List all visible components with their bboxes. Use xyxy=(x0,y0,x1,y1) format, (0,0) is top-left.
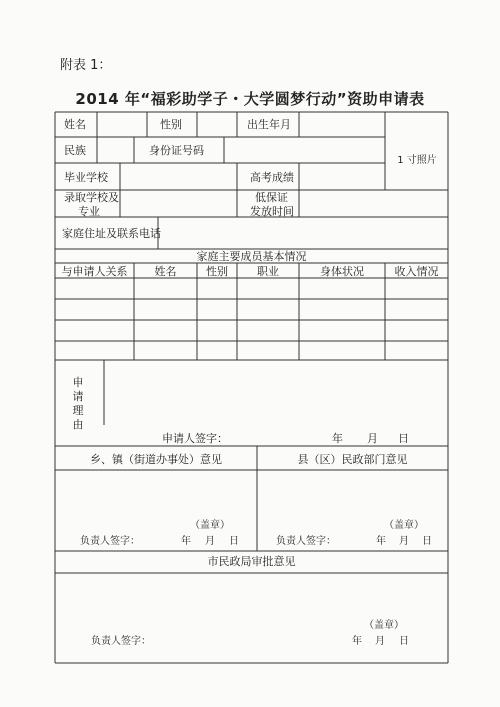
reason-label-char: 请 xyxy=(72,390,84,403)
city-month-label: 月 xyxy=(375,636,385,647)
table-row[interactable] xyxy=(56,342,447,359)
admission-school-label-line2: 专业 xyxy=(78,205,100,218)
photo-label: 1 寸照片 xyxy=(397,155,437,166)
township-year-label: 年 xyxy=(181,536,191,547)
township-signature-label: 负责人签字： xyxy=(80,536,140,547)
applicant-month-label: 月 xyxy=(367,432,378,445)
reason-label-char: 由 xyxy=(72,418,84,431)
table-row[interactable] xyxy=(56,300,447,319)
city-signature-label: 负责人签字： xyxy=(91,636,151,647)
subsidy-label-line2: 发放时间 xyxy=(250,205,294,218)
county-year-label: 年 xyxy=(376,536,386,547)
township-day-label: 日 xyxy=(229,536,239,547)
applicant-signature-label: 申请人签字： xyxy=(162,432,228,445)
family-col-health: 身体状况 xyxy=(320,265,364,278)
name-field[interactable] xyxy=(98,113,146,136)
applicant-day-label: 日 xyxy=(398,432,409,445)
township-month-label: 月 xyxy=(205,536,215,547)
township-seal-label: （盖章） xyxy=(190,520,230,531)
id-number-field[interactable] xyxy=(225,138,384,162)
annex-label: 附表 1： xyxy=(60,58,112,73)
family-col-income: 收入情况 xyxy=(394,265,439,278)
county-day-label: 日 xyxy=(422,536,432,547)
gender-label: 性别 xyxy=(160,118,182,131)
name-label: 姓名 xyxy=(64,118,86,131)
township-opinion-title: 乡、镇（街道办事处）意见 xyxy=(90,453,222,466)
reason-label-char: 申 xyxy=(72,376,84,389)
birth-field[interactable] xyxy=(300,113,384,136)
address-contact-label: 家庭住址及联系电话 xyxy=(62,227,161,240)
birth-label: 出生年月 xyxy=(247,118,291,131)
county-seal-label: （盖章） xyxy=(384,520,424,531)
admission-school-label-line1: 录取学校及 xyxy=(64,191,119,204)
graduation-school-label: 毕业学校 xyxy=(64,171,108,184)
admission-school-field[interactable] xyxy=(121,191,236,216)
exam-score-field[interactable] xyxy=(300,164,384,189)
reason-field[interactable] xyxy=(105,361,447,424)
city-approval-field[interactable] xyxy=(56,574,447,662)
family-col-occupation: 职业 xyxy=(257,265,279,278)
city-day-label: 日 xyxy=(399,636,409,647)
exam-score-label: 高考成绩 xyxy=(250,171,294,184)
city-seal-label: （盖章） xyxy=(364,620,404,631)
reason-label-char: 理 xyxy=(72,404,84,417)
family-col-gender: 性别 xyxy=(206,265,228,278)
family-col-relation: 与申请人关系 xyxy=(61,265,128,278)
family-section-title: 家庭主要成员基本情况 xyxy=(196,250,307,263)
county-opinion-title: 县（区）民政部门意见 xyxy=(297,453,408,466)
gender-field[interactable] xyxy=(198,113,236,136)
table-row[interactable] xyxy=(56,321,447,340)
city-year-label: 年 xyxy=(352,636,362,647)
applicant-year-label: 年 xyxy=(332,432,343,445)
family-col-name: 姓名 xyxy=(154,265,177,278)
county-month-label: 月 xyxy=(399,536,409,547)
ethnicity-field[interactable] xyxy=(98,138,133,162)
page-title: 2014 年“福彩助学子・大学圆梦行动”资助申请表 xyxy=(75,90,425,108)
county-signature-label: 负责人签字： xyxy=(276,536,336,547)
reason-label xyxy=(68,376,88,432)
photo-box[interactable] xyxy=(386,113,447,189)
graduation-school-field[interactable] xyxy=(121,164,236,189)
id-number-label: 身份证号码 xyxy=(149,144,204,157)
subsidy-label-line1: 低保证 xyxy=(255,191,288,204)
address-contact-field[interactable] xyxy=(159,218,447,248)
table-row[interactable] xyxy=(56,279,447,298)
city-approval-title: 市民政局审批意见 xyxy=(207,555,296,568)
subsidy-field[interactable] xyxy=(300,191,447,216)
ethnicity-label: 民族 xyxy=(64,144,86,157)
